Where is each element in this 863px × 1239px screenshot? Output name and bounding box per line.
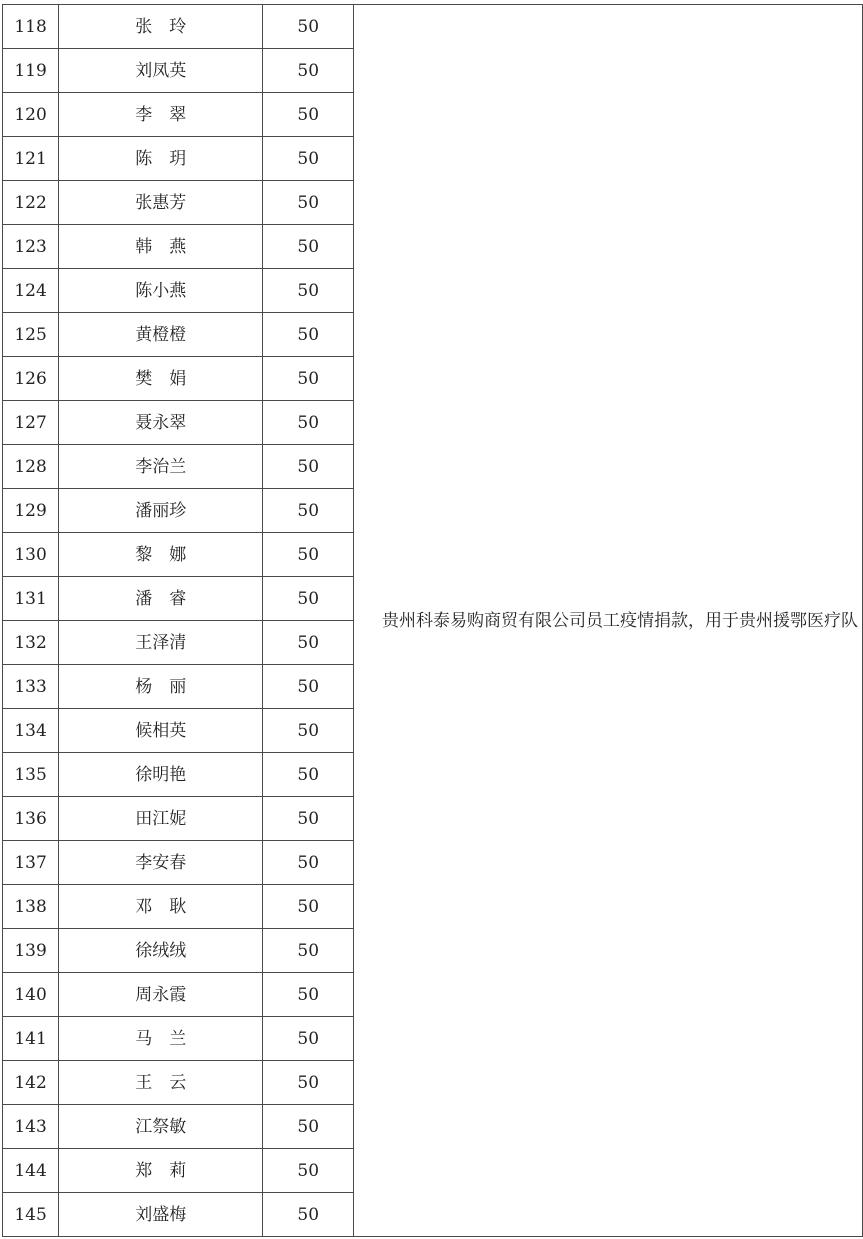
row-number-cell: 137: [3, 841, 59, 885]
row-number-cell: 130: [3, 533, 59, 577]
donor-name: 徐绒绒: [135, 940, 187, 961]
row-number-cell: 128: [3, 445, 59, 489]
donation-amount-cell: 50: [263, 841, 354, 885]
donor-name: 李安春: [135, 852, 187, 873]
donor-name-cell: [59, 797, 263, 841]
donation-amount-cell: 50: [263, 137, 354, 181]
donor-name-cell: [59, 1193, 263, 1237]
donor-name: 张惠芳: [135, 192, 187, 213]
donor-name-cell: [59, 885, 263, 929]
row-number-cell: 143: [3, 1105, 59, 1149]
donor-name: 张 玲: [135, 16, 187, 37]
donation-amount-cell: 50: [263, 885, 354, 929]
row-number-cell: 136: [3, 797, 59, 841]
row-number-cell: 140: [3, 973, 59, 1017]
row-number-cell: 145: [3, 1193, 59, 1237]
donor-name-cell: [59, 709, 263, 753]
donor-name: 王泽清: [135, 632, 187, 653]
donor-name: 江祭敏: [135, 1116, 187, 1137]
donor-name-cell: [59, 137, 263, 181]
donor-name: 刘盛梅: [135, 1204, 187, 1225]
row-number-cell: 132: [3, 621, 59, 665]
donor-name-cell: [59, 489, 263, 533]
donor-name-cell: [59, 621, 263, 665]
table-row: [3, 5, 863, 49]
donor-name: 郑 莉: [135, 1160, 187, 1181]
donation-amount-cell: 50: [263, 1061, 354, 1105]
donor-name-cell: [59, 577, 263, 621]
donation-amount-cell: 50: [263, 665, 354, 709]
donation-amount-cell: 50: [263, 1105, 354, 1149]
donation-amount-cell: 50: [263, 181, 354, 225]
remark-text: 贵州科泰易购商贸有限公司员工疫情捐款，用于贵州援鄂医疗队: [381, 610, 858, 631]
donation-amount-cell: 50: [263, 797, 354, 841]
donor-name-cell: [59, 929, 263, 973]
donor-name-cell: [59, 665, 263, 709]
donation-table-body: [3, 5, 863, 1237]
row-number-cell: 142: [3, 1061, 59, 1105]
row-number-cell: 122: [3, 181, 59, 225]
donor-name: 王 云: [135, 1072, 187, 1093]
row-number-cell: 126: [3, 357, 59, 401]
donation-amount-cell: 50: [263, 929, 354, 973]
donation-amount-cell: 50: [263, 5, 354, 49]
donor-name: 韩 燕: [135, 236, 187, 257]
donor-name-cell: [59, 1105, 263, 1149]
donor-name-cell: [59, 357, 263, 401]
donation-amount-cell: 50: [263, 1017, 354, 1061]
donation-amount-cell: 50: [263, 1193, 354, 1237]
donor-name-cell: [59, 93, 263, 137]
remark-cell: [353, 5, 862, 1237]
donation-amount-cell: 50: [263, 489, 354, 533]
donor-name: 陈小燕: [135, 280, 187, 301]
donation-table: [2, 4, 863, 1237]
donation-amount-cell: 50: [263, 49, 354, 93]
row-number-cell: 133: [3, 665, 59, 709]
donor-name: 杨 丽: [135, 676, 187, 697]
donor-name-cell: [59, 225, 263, 269]
donor-name-cell: [59, 1017, 263, 1061]
donor-name-cell: [59, 181, 263, 225]
donor-name: 周永霞: [135, 984, 187, 1005]
donor-name-cell: [59, 445, 263, 489]
donor-name: 刘凤英: [135, 60, 187, 81]
row-number-cell: 138: [3, 885, 59, 929]
donor-name: 邓 耿: [135, 896, 187, 917]
row-number-cell: 120: [3, 93, 59, 137]
donor-name-cell: [59, 313, 263, 357]
donation-amount-cell: 50: [263, 313, 354, 357]
donor-name-cell: [59, 49, 263, 93]
donor-name: 聂永翠: [135, 412, 187, 433]
row-number-cell: 139: [3, 929, 59, 973]
row-number-cell: 124: [3, 269, 59, 313]
row-number-cell: 127: [3, 401, 59, 445]
donor-name: 黎 娜: [135, 544, 187, 565]
donor-name-cell: [59, 841, 263, 885]
donor-name-cell: [59, 269, 263, 313]
donor-name-cell: [59, 401, 263, 445]
donor-name: 候相英: [135, 720, 187, 741]
donation-amount-cell: 50: [263, 93, 354, 137]
row-number-cell: 118: [3, 5, 59, 49]
row-number-cell: 121: [3, 137, 59, 181]
row-number-cell: 141: [3, 1017, 59, 1061]
donor-name: 李 翠: [135, 104, 187, 125]
row-number-cell: 144: [3, 1149, 59, 1193]
donor-name-cell: [59, 1149, 263, 1193]
donor-name: 李治兰: [135, 456, 187, 477]
donor-name: 樊 娟: [135, 368, 187, 389]
donor-name-cell: [59, 753, 263, 797]
row-number-cell: 125: [3, 313, 59, 357]
row-number-cell: 129: [3, 489, 59, 533]
row-number-cell: 131: [3, 577, 59, 621]
donor-name: 田江妮: [135, 808, 187, 829]
donor-name: 徐明艳: [135, 764, 187, 785]
row-number-cell: 135: [3, 753, 59, 797]
row-number-cell: 134: [3, 709, 59, 753]
row-number-cell: 123: [3, 225, 59, 269]
donation-amount-cell: 50: [263, 621, 354, 665]
donor-name-cell: [59, 5, 263, 49]
donation-amount-cell: 50: [263, 269, 354, 313]
donation-amount-cell: 50: [263, 753, 354, 797]
donation-amount-cell: 50: [263, 973, 354, 1017]
donation-amount-cell: 50: [263, 445, 354, 489]
donation-amount-cell: 50: [263, 1149, 354, 1193]
donation-amount-cell: 50: [263, 401, 354, 445]
donor-name: 黄橙橙: [135, 324, 187, 345]
donor-name: 潘丽珍: [135, 500, 187, 521]
donor-name: 陈 玥: [135, 148, 187, 169]
donation-amount-cell: 50: [263, 357, 354, 401]
row-number-cell: 119: [3, 49, 59, 93]
donation-amount-cell: 50: [263, 225, 354, 269]
donor-name: 潘 睿: [135, 588, 187, 609]
donor-name-cell: [59, 973, 263, 1017]
donor-name-cell: [59, 533, 263, 577]
donor-name: 马 兰: [135, 1028, 187, 1049]
donation-amount-cell: 50: [263, 577, 354, 621]
donation-amount-cell: 50: [263, 533, 354, 577]
donation-amount-cell: 50: [263, 709, 354, 753]
donor-name-cell: [59, 1061, 263, 1105]
